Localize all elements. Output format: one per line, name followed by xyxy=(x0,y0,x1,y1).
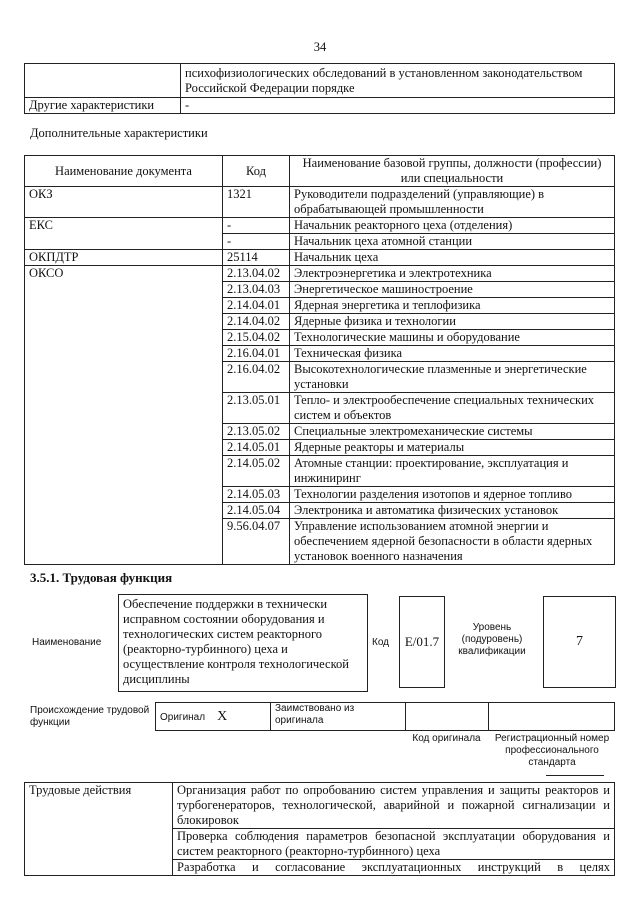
cell-code: - xyxy=(223,218,290,234)
orig-code-label: Код оригинала xyxy=(412,733,481,744)
cell-name: Тепло- и электрообеспечение специальных технических систем и объектов xyxy=(290,393,615,424)
cell-code: 2.14.04.02 xyxy=(223,314,290,330)
cell-code: 2.15.04.02 xyxy=(223,330,290,346)
cell-code: 2.16.04.01 xyxy=(223,346,290,362)
action-item: Разработка и согласование эксплуатационных инструкций в целях xyxy=(173,860,615,876)
table-row xyxy=(25,250,615,266)
reg-number-label: Регистрационный номер профессионального стандарта xyxy=(494,733,610,768)
table-row xyxy=(25,783,615,829)
name-label: Наименование xyxy=(32,637,102,648)
cell-code: 2.16.04.02 xyxy=(223,362,290,393)
cell-code: - xyxy=(223,234,290,250)
cell-value: психофизиологических обследований в установленном законодательством Российской Федерации порядке xyxy=(181,64,615,98)
cell-value: - xyxy=(181,98,615,114)
original-label: Оригинал xyxy=(160,712,206,723)
table-row xyxy=(25,64,615,98)
function-heading: 3.5.1. Трудовая функция xyxy=(30,570,173,585)
divider xyxy=(546,775,604,776)
cell-name: Ядерные реакторы и материалы xyxy=(290,440,615,456)
cell-name: Технологические машины и оборудование xyxy=(290,330,615,346)
cell-name: Специальные электромеханические системы xyxy=(290,424,615,440)
action-item: Проверка соблюдения параметров безопасной эксплуатации оборудования и систем реакторного (реакторно-турбинного) цеха xyxy=(173,829,615,860)
actions-label: Трудовые действия xyxy=(25,783,173,876)
table-row xyxy=(25,218,615,234)
cell-code: 25114 xyxy=(223,250,290,266)
reg-number-cell xyxy=(489,703,615,731)
origin-table xyxy=(155,702,615,731)
cell-name: Начальник реакторного цеха (отделения) xyxy=(290,218,615,234)
cell-code: 2.14.05.02 xyxy=(223,456,290,487)
cell-doc: ОКСО xyxy=(25,266,223,565)
cell-doc: ЕКС xyxy=(25,218,223,250)
cell-name: Электроэнергетика и электротехника xyxy=(290,266,615,282)
cell-doc: ОКПДТР xyxy=(25,250,223,266)
section-title: Дополнительные характеристики xyxy=(30,126,208,140)
cell-name: Технологии разделения изотопов и ядерное топливо xyxy=(290,487,615,503)
level-value: 7 xyxy=(543,596,616,688)
header-code: Код xyxy=(223,156,290,187)
cell-name: Высокотехнологические плазменные и энергетические установки xyxy=(290,362,615,393)
actions-table xyxy=(24,782,615,876)
code-label: Код xyxy=(372,637,390,648)
cell-name: Руководители подразделений (управляющие) в обрабатывающей промышленности xyxy=(290,187,615,218)
cell-name: Начальник цеха xyxy=(290,250,615,266)
orig-code-cell xyxy=(406,703,489,731)
additional-table xyxy=(24,155,615,565)
cell-name: Энергетическое машиностроение xyxy=(290,282,615,298)
borrowed-label: Заимствовано из оригинала xyxy=(271,703,406,731)
cell-name: Техническая физика xyxy=(290,346,615,362)
cell-name: Электроника и автоматика физических установок xyxy=(290,503,615,519)
table-row xyxy=(25,266,615,282)
cell-name: Ядерная энергетика и теплофизика xyxy=(290,298,615,314)
cell-code: 2.14.04.01 xyxy=(223,298,290,314)
table-row xyxy=(25,187,615,218)
cell-code: 2.13.04.03 xyxy=(223,282,290,298)
origin-label: Происхождение трудовой функции xyxy=(30,705,150,728)
cell-code: 2.14.05.01 xyxy=(223,440,290,456)
cell-code: 2.14.05.04 xyxy=(223,503,290,519)
cell-doc: ОКЗ xyxy=(25,187,223,218)
cell-label: Другие характеристики xyxy=(25,98,181,114)
page-number: 34 xyxy=(313,40,327,54)
cell-code: 2.13.05.01 xyxy=(223,393,290,424)
cell-code: 2.13.04.02 xyxy=(223,266,290,282)
cell-name: Ядерные физика и технологии xyxy=(290,314,615,330)
cell-code: 9.56.04.07 xyxy=(223,519,290,565)
top-table xyxy=(24,63,615,114)
table-row xyxy=(156,703,615,731)
level-label: Уровень (подуровень) квалификации xyxy=(458,622,526,657)
cell-name: Атомные станции: проектирование, эксплуатация и инжиниринг xyxy=(290,456,615,487)
cell-code: 2.13.05.02 xyxy=(223,424,290,440)
cell-code: 1321 xyxy=(223,187,290,218)
header-name: Наименование базовой группы, должности (профессии) или специальности xyxy=(290,156,615,187)
original-mark: X xyxy=(217,709,228,724)
cell-label xyxy=(25,64,181,98)
code-value: E/01.7 xyxy=(399,596,445,688)
header-doc: Наименование документа xyxy=(25,156,223,187)
table-row xyxy=(25,98,615,114)
cell-name: Начальник цеха атомной станции xyxy=(290,234,615,250)
cell-name: Управление использованием атомной энергии и обеспечением ядерной безопасности в области ядерных установок военного назначения xyxy=(290,519,615,565)
table-header xyxy=(25,156,615,187)
cell-code: 2.14.05.03 xyxy=(223,487,290,503)
function-name: Обеспечение поддержки в технически исправном состоянии оборудования и технологических систем реакторного (реакторно-турбинного) цеха и осуществление контроля технологической дисциплины xyxy=(118,594,368,692)
action-item: Организация работ по опробованию систем управления и защиты реакторов и турбогенераторов, технологической, аварийной и пожарной сигнализации и блокировок xyxy=(173,783,615,829)
